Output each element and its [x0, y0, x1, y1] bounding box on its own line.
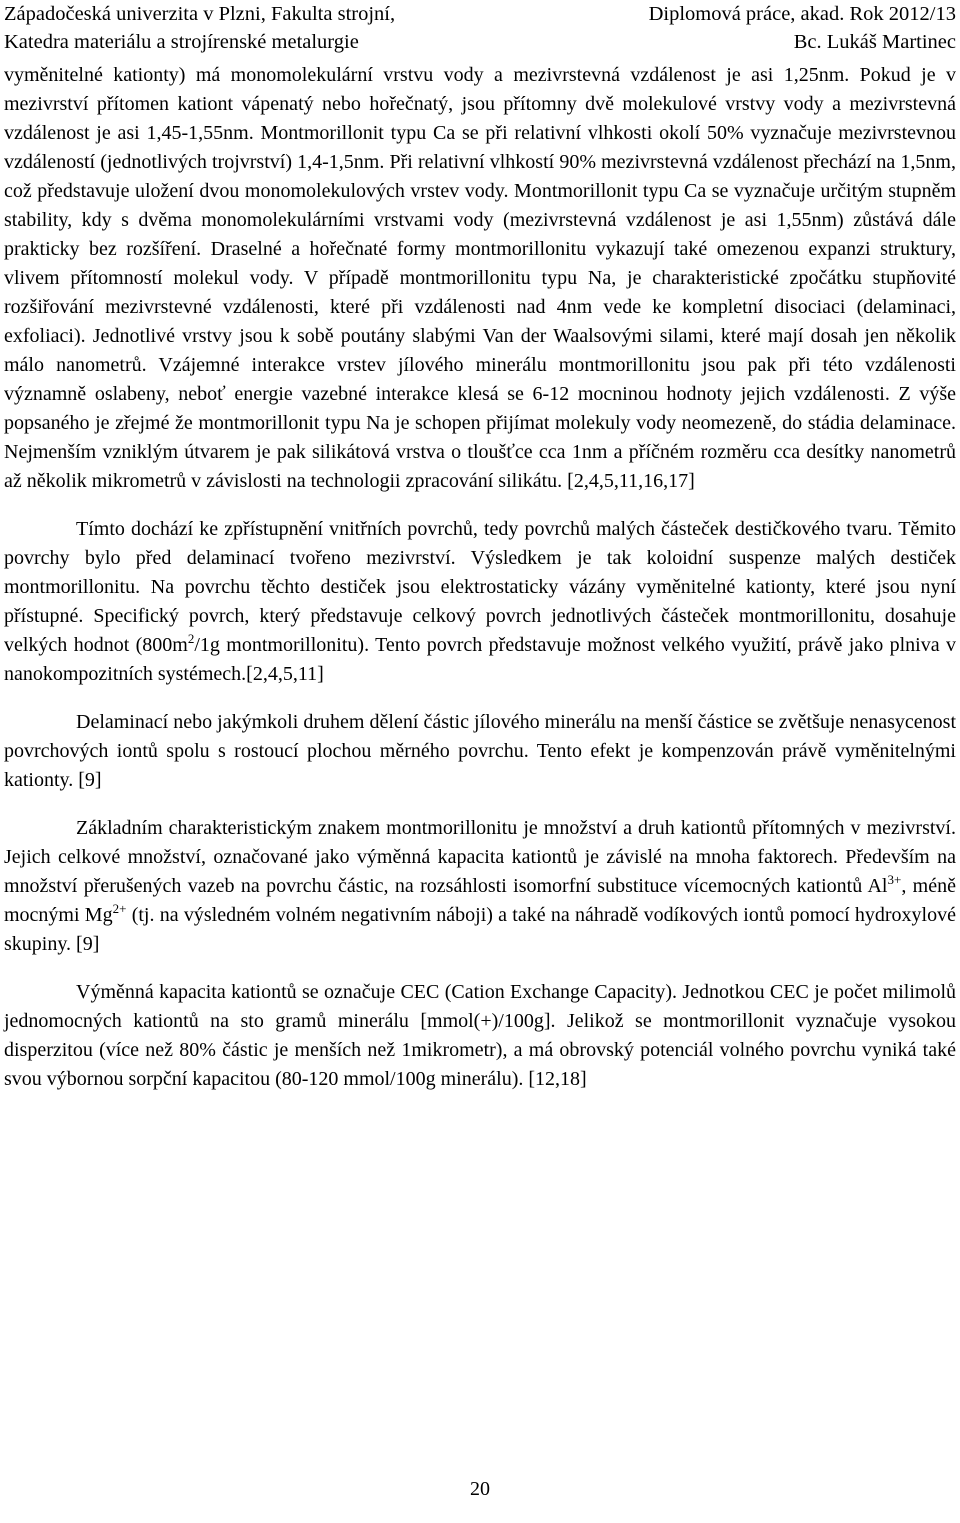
- superscript: 2+: [112, 901, 127, 916]
- paragraph-text: , méně mocnými Mg: [4, 875, 956, 926]
- header-author: Bc. Lukáš Martinec: [793, 31, 956, 53]
- paragraph-text: /1g montmorillonitu). Tento povrch představuje možnost velkého využití, právě jako plniva v nanokompozitních systémech.[2,4,5,11]: [4, 634, 956, 685]
- header-thesis: Diplomová práce, akad. Rok 2012/13: [648, 3, 956, 25]
- header-row-bottom: [4, 28, 956, 56]
- paragraph-cations: [4, 814, 956, 959]
- superscript: 3+: [887, 872, 902, 887]
- paragraph-text: Základním charakteristickým znakem montmorillonitu je množství a druh kationtů přítomných v mezivrství. Jejich celkové množství, označované jako výměnná kapacita kationtů je závislé na mnoha faktorech. Především na množství přerušených vazeb na povrchu částic, na rozsáhlosti isomorfní substituce vícemocných kationtů Al: [4, 817, 956, 897]
- header-department: Katedra materiálu a strojírenské metalurgie: [4, 31, 359, 53]
- page-header: [4, 0, 956, 56]
- page-number: 20: [470, 1478, 490, 1500]
- paragraph-text: (tj. na výsledném volném negativním náboji) a také na náhradě vodíkových iontů pomocí hydroxylové skupiny. [9]: [4, 904, 956, 955]
- paragraph-surface-ions: [4, 708, 956, 795]
- document-body: [4, 61, 956, 1094]
- paragraph-text: vyměnitelné kationty) má monomolekulární vrstvu vody a mezivrstevná vzdálenost je asi 1,25nm. Pokud je v mezivrství přítomen kationt vápenatý nebo hořečnatý, jsou přítomny dvě molekulové vrstvy vody a mezivrstevná vzdálenost je asi 1,45-1,55nm. Montmorillonit typu Ca se při relativní vlhkosti okolí 50% vyznačuje mezivrstevnou vzdáleností (jednotlivých trojvrství) 1,4-1,5nm. Při relativní vlhkostí 90% mezivrstevná vzdálenost přechází na 1,5nm, což představuje uložení dvou monomolekulových vrstev vody. Montmorillonit typu Ca se vyznačuje určitým stupněm stability, kdy s dvěma monomolekulárními vrstvami vody (mezivrstevná vzdálenost je asi 1,55nm) zůstává dále prakticky bez rozšíření. Draselné a hořečnaté formy montmorillonitu vykazují také omezenou expanzi struktury, vlivem přítomností molekul vody. V případě montmorillonitu typu Na, je charakteristické zpočátku stupňovité rozšiřování mezivrstevné vzdálenosti, které při vzdálenosti nad 4nm vede ke kompletní disociaci (delaminaci, exfoliaci). Jednotlivé vrstvy jsou k sobě poutány slabými Van der Waalsovými silami, které mají dosah jen několik málo nanometrů. Vzájemné interakce vrstev jílového minerálu montmorillonitu jsou pak při této vzdálenosti významně oslabeny, neboť energie vazebné interakce klesá se 6-12 mocninou hodnoty jejich vzdálenosti. Z výše popsaného je zřejmé že montmorillonit typu Na je schopen přijímat molekuly vody neomezeně, do stádia delaminace. Nejmenším vzniklým útvarem je pak silikátová vrstva o tloušťce cca 1nm a příčném rozměru cca desítky nanometrů až několik mikrometrů v závislosti na technologii zpracování silikátu. [2,4,5,11,16,17]: [4, 64, 956, 492]
- header-row-top: [4, 0, 956, 28]
- paragraph-text: Tímto dochází ke zpřístupnění vnitřních povrchů, tedy povrchů malých částeček destičkového tvaru. Těmito povrchy bylo před delaminací tvořeno mezivrství. Výsledkem je tak koloidní suspenze malých destiček montmorillonitu. Na povrchu těchto destiček jsou elektrostaticky vázány vyměnitelné kationty, které jsou nyní přístupné. Specifický povrch, který představuje celkový povrch jednotlivých částeček montmorillonitu, dosahuje velkých hodnot (800m: [4, 518, 956, 656]
- paragraph-cec: [4, 978, 956, 1094]
- paragraph-delamination-surfaces: [4, 515, 956, 689]
- paragraph-text: Delaminací nebo jakýmkoli druhem dělení částic jílového minerálu na menší částice se zvětšuje nenasycenost povrchových iontů spolu s rostoucí plochou měrného povrchu. Tento efekt je kompenzován právě vyměnitelnými kationty. [9]: [4, 711, 956, 791]
- paragraph-continued: [4, 61, 956, 496]
- paragraph-text: Výměnná kapacita kationtů se označuje CEC (Cation Exchange Capacity). Jednotkou CEC je počet milimolů jednomocných kationtů na sto gramů minerálu [mmol(+)/100g]. Jelikož se montmorillonit vyznačuje vysokou disperzitou (více než 80% částic je menších než 1mikrometr), a má obrovský potenciál volného povrchu vyniká také svou výbornou sorpční kapacitou (80-120 mmol/100g minerálu). [12,18]: [4, 981, 956, 1090]
- header-university: Západočeská univerzita v Plzni, Fakulta strojní,: [4, 3, 396, 25]
- superscript: 2: [187, 631, 195, 646]
